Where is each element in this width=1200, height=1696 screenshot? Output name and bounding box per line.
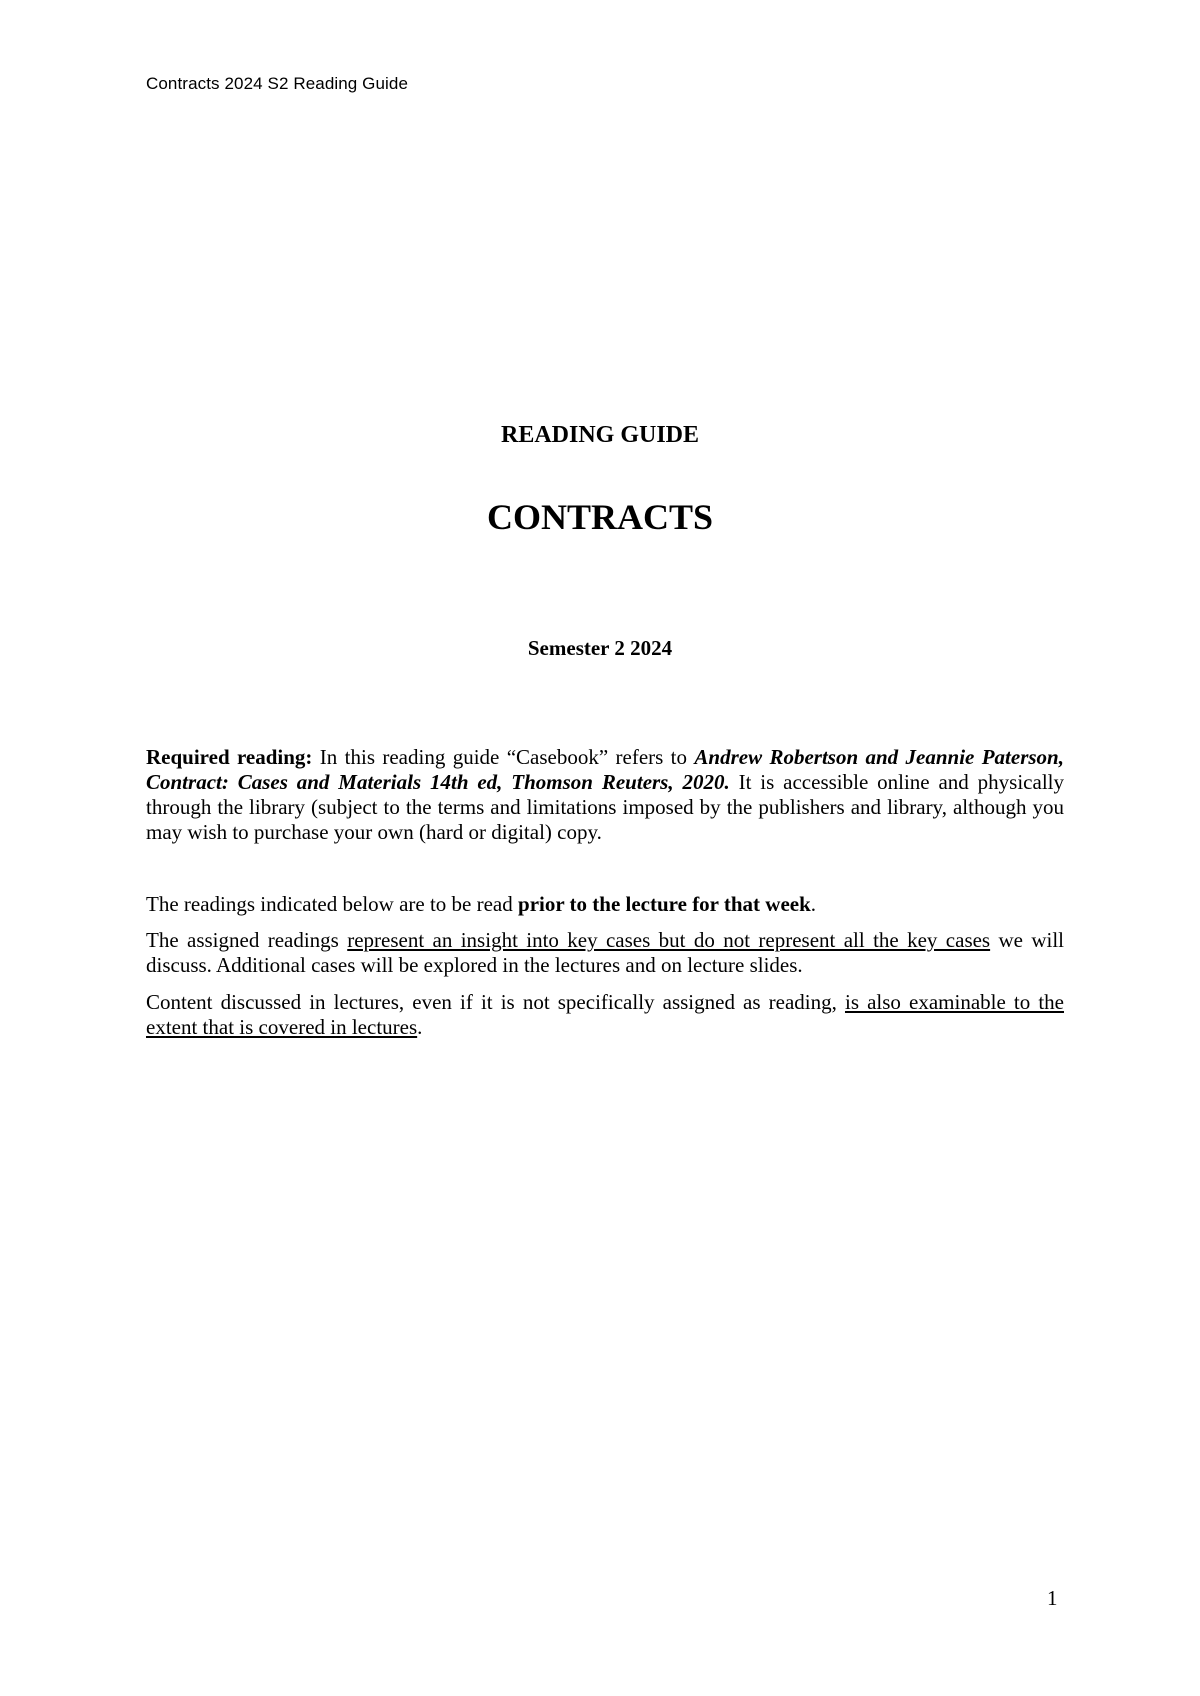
content-examinable-underlined: is also examinable to the extent that is covered in lectures	[146, 990, 1064, 1039]
prior-reading-text: The readings indicated below are to be read	[146, 892, 519, 916]
running-header: Contracts 2024 S2 Reading Guide	[146, 74, 409, 93]
semester-label: Semester 2 2024	[527, 636, 673, 660]
page-number: 1	[1047, 1586, 1058, 1610]
prior-reading-paragraph	[146, 892, 1064, 917]
assigned-readings-intro: The assigned readings	[146, 928, 348, 952]
required-reading-intro: In this reading guide “Casebook” refers to	[312, 745, 695, 769]
content-examinable-end: .	[417, 1015, 423, 1039]
required-reading-label: Required reading:	[146, 745, 313, 769]
required-reading-access: It is accessible online and physically through the library (subject to the terms and limitations imposed by the publishers and library, although you may wish to purchase your own (hard or digital) copy.	[146, 770, 1064, 844]
assigned-readings-rest: we will discuss. Additional cases will be explored in the lectures and on lecture slides.	[146, 928, 1064, 977]
casebook-citation: Andrew Robertson and Jeannie Paterson, Contract: Cases and Materials 14th ed, Thomson Reuters, 2020.	[146, 745, 1064, 794]
required-reading-paragraph	[146, 745, 1064, 845]
document-title: CONTRACTS	[486, 497, 714, 537]
prior-reading-emphasis: prior to the lecture for that week	[518, 892, 811, 916]
document-kicker: READING GUIDE	[500, 422, 700, 448]
assigned-readings-paragraph	[146, 928, 1064, 978]
prior-reading-end: .	[810, 892, 817, 916]
assigned-readings-underlined: represent an insight into key cases but do not represent all the key cases	[347, 928, 991, 952]
content-examinable-paragraph	[146, 990, 1064, 1040]
content-examinable-intro: Content discussed in lectures, even if it is not specifically assigned as reading,	[146, 990, 845, 1014]
